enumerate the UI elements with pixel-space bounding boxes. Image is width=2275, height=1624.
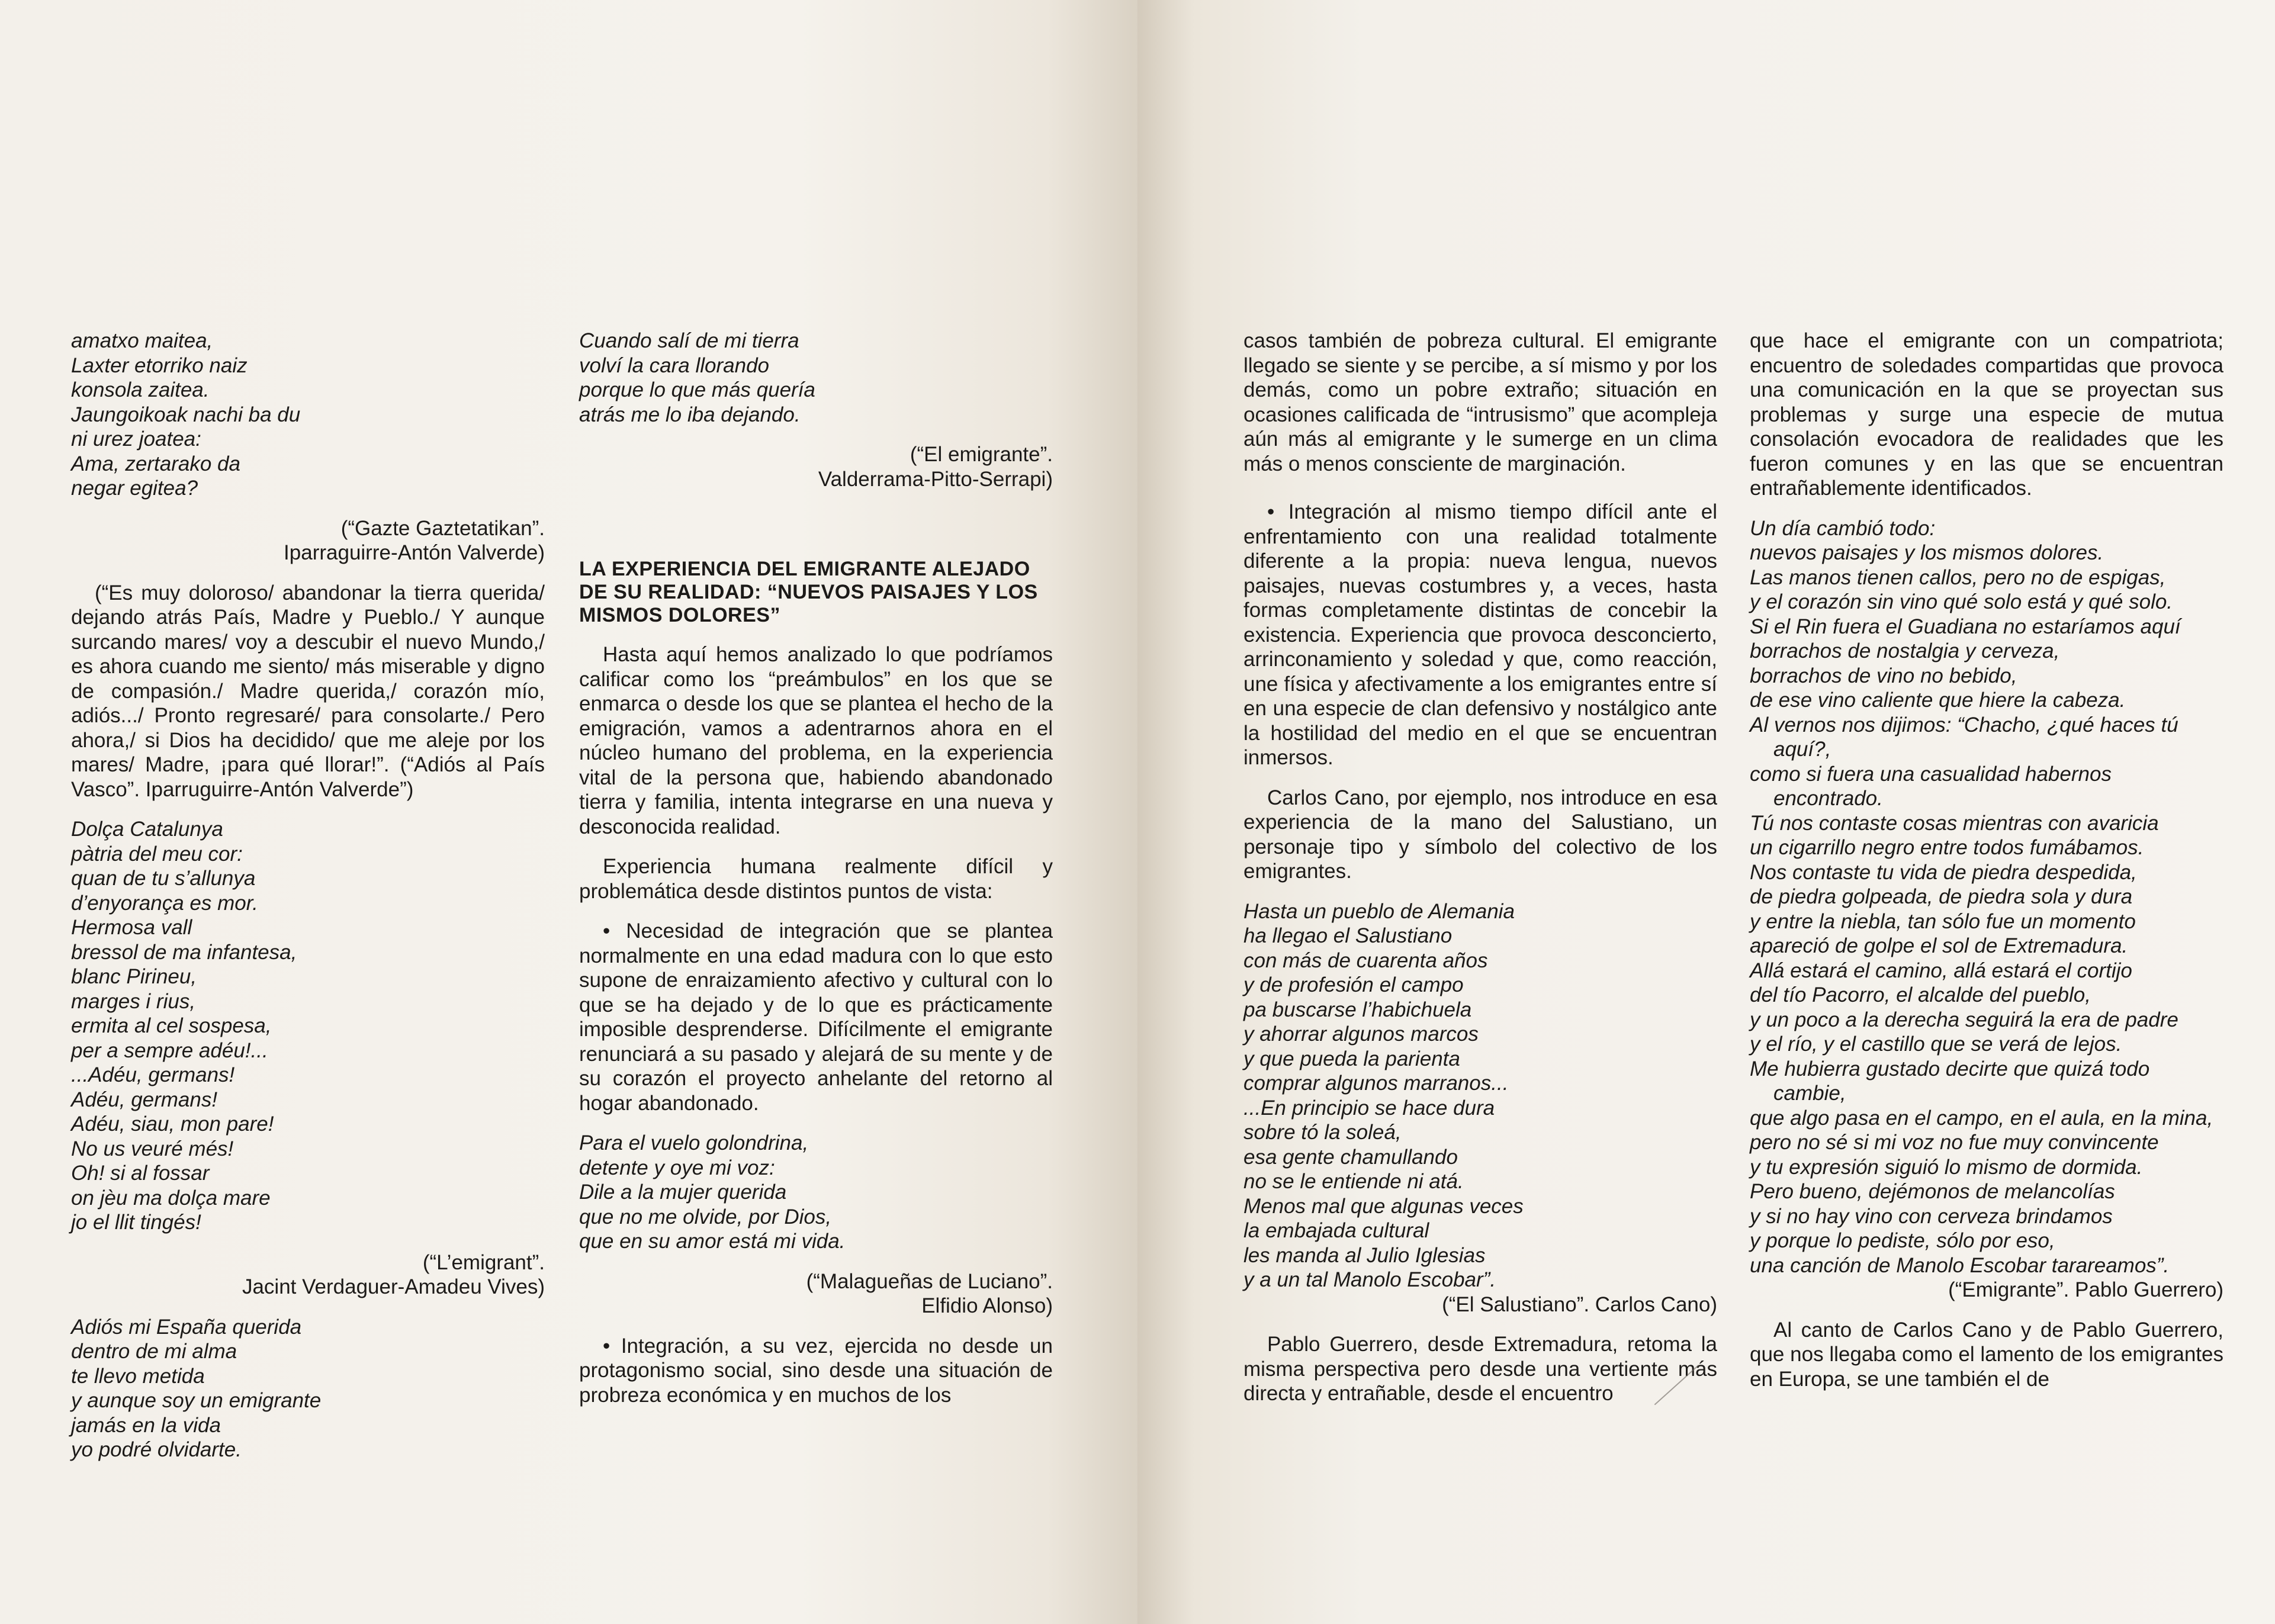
verse-line: bressol de ma infantesa, (71, 940, 297, 964)
verse-line: no se le entiende ni atá. (1243, 1170, 1464, 1193)
verse-line: y si no hay vino con cerveza brindamos (1750, 1204, 2113, 1228)
verse-line: Laxter etorriko naiz (71, 353, 248, 377)
basque-poem (71, 329, 545, 501)
body-paragraph: Al canto de Carlos Cano y de Pablo Guerrero, que nos llegaba como el lamento de los emigrantes en Europa, se une también el de (1750, 1318, 2223, 1391)
attribution: (“Malagueñas de Luciano”. (806, 1269, 1053, 1293)
verse-line: Me hubierra gustado decirte que quizá todo cambie, (1750, 1057, 2150, 1105)
translation-paragraph: (“Es muy doloroso/ abandonar la tierra querida/ dejando atrás País, Madre y Pueblo./ Y aunque surcando mares/ voy a descubir el nuevo Mundo,/ es ahora cuando me siento/ más miserable y digno de compasión./ Madre querida,/ corazón mío, adiós.../ Pronto regresaré/ para consolarte./ Pero ahora,/ si Dios ha decidido/ que me aleje por los mares/ Madre, ¡para qué llorar!”. (“Adiós al País Vasco”. Iparruguirre-Antón Valverde”) (71, 581, 545, 801)
verse-line: Jaungoikoak nachi ba du (71, 403, 301, 426)
verse-line: la embajada cultural (1243, 1219, 1429, 1242)
verse-line: Al vernos nos dijimos: “Chacho, ¿qué haces tú aquí?, (1750, 713, 2178, 761)
verse-line: y el río, y el castillo que se verá de lejos. (1750, 1033, 2122, 1056)
verse-line: y que pueda la parienta (1243, 1047, 1460, 1070)
verse-line: pero no sé si mi voz no fue muy convincente (1750, 1131, 2159, 1154)
verse-line: nuevos paisajes y los mismos dolores. (1750, 541, 2104, 564)
catalan-poem (71, 817, 545, 1235)
verse-line: te llevo metida (71, 1364, 205, 1388)
verse-line: del tío Pacorro, el alcalde del pueblo, (1750, 983, 2091, 1006)
right-page-column-2 (1750, 329, 2223, 1391)
body-paragraph: • Necesidad de integración que se plantea normalmente en una edad madura con lo que esto supone de enraizamiento afectivo y cultural con lo que se ha dejado y de lo que es prácticamente imposible desprenderse. Difícilmente el emigrante renunciará a su pasado y alejará de su mente y de su corazón el proyecto anhelante del retorno al hogar abandonado. (579, 919, 1053, 1115)
verse-line: Hermosa vall (71, 916, 192, 939)
right-page-column-1 (1243, 329, 1717, 1406)
left-page-column-2 (579, 329, 1053, 1407)
verse-line: de ese vino caliente que hiere la cabeza. (1750, 689, 2126, 712)
verse-line: Un día cambió todo: (1750, 516, 1936, 540)
verse-line: Adéu, germans! (71, 1088, 218, 1111)
body-paragraph: Hasta aquí hemos analizado lo que podríamos calificar como los “preámbulos” en los que se enmarca o desde los que se plantea el hecho de la emigración, vamos a adentrarnos ahora en el núcleo humano del problema, en la experiencia vital de la persona que, habiendo abandonado tierra y familia, intenta integrarse en una nueva y desconocida realidad. (579, 643, 1053, 838)
verse-line: Dile a la mujer querida (579, 1181, 787, 1204)
body-paragraph: • Integración al mismo tiempo difícil ante el enfrentamiento con una realidad totalmente diferente a la propia: nueva lengua, nuevos paisajes, nuevas costumbres y, a veces, hasta formas completamente distintas de concebir la existencia. Experiencia que provoca desconcierto, arrinconamiento y soledad y que, como reacción, une física y afectivamente a los emigrantes entre sí en una especie de clan defensivo y nostálgico ante la hostilidad del medio en el que se encuentran inmersos. (1243, 500, 1717, 770)
verse-line: ermita al cel sospesa, (71, 1014, 272, 1037)
attribution: Valderrama-Pitto-Serrapi) (818, 467, 1053, 491)
attribution: (“Emigrante”. Pablo Guerrero) (1948, 1278, 2223, 1301)
verse-line: que en su amor está mi vida. (579, 1230, 846, 1253)
verse-line: on jèu ma dolça mare (71, 1186, 271, 1210)
verse-line: blanc Pirineu, (71, 965, 197, 988)
attribution: (“El emigrante”. (910, 443, 1053, 466)
verse-line: d’enyorança es mor. (71, 891, 258, 915)
verse-line: de piedra golpeada, de piedra sola y dura (1750, 885, 2133, 908)
verse-line: atrás me lo iba dejando. (579, 403, 801, 426)
verse-line: y ahorrar algunos marcos (1243, 1022, 1479, 1046)
body-paragraph: • Integración, a su vez, ejercida no desde un protagonismo social, sino desde una situación de probreza económica y en muchos de los (579, 1334, 1053, 1408)
verse-line: Cuando salí de mi tierra (579, 329, 799, 352)
verse-line: borrachos de vino no bebido, (1750, 664, 2017, 687)
attribution: (“Gazte Gaztetatikan”. (340, 516, 545, 540)
verse-line: pa buscarse l’habichuela (1243, 998, 1472, 1021)
verse-line: jo el llit tingés! (71, 1211, 201, 1234)
verse-line: y de profesión el campo (1243, 973, 1464, 996)
verse-line: Tú nos contaste cosas mientras con avaricia (1750, 811, 2159, 835)
verse-line: ni urez joatea: (71, 427, 201, 451)
verse-line: Si el Rin fuera el Guadiana no estaríamos aquí (1750, 615, 2181, 638)
body-paragraph: que hace el emigrante con un compatriota; encuentro de soledades compartidas que provoca una comunicación en la que se proyectan sus problemas y surge una especie de mutua consolación evocadora de realidades que les fueron comunes y en las que se encuentran entrañablemente identificados. (1750, 329, 2223, 500)
verse-line: un cigarrillo negro entre todos fumábamos. (1750, 836, 2144, 859)
attribution: (“El Salustiano”. Carlos Cano) (1442, 1292, 1717, 1316)
verse-line: ...En principio se hace dura (1243, 1096, 1495, 1120)
verse-line: ...Adéu, germans! (71, 1063, 235, 1086)
verse-line: Menos mal que algunas veces (1243, 1194, 1524, 1218)
verse-line: y un poco a la derecha seguirá la era de padre (1750, 1008, 2178, 1031)
verse-line: per a sempre adéu!... (71, 1038, 268, 1062)
song-verse (579, 1131, 1053, 1254)
verse-line: que algo pasa en el campo, en el aula, en la mina, (1750, 1106, 2213, 1130)
verse-line: Ama, zertarako da (71, 452, 240, 475)
verse-line: ha llegao el Salustiano (1243, 924, 1453, 947)
verse-line: konsola zaitea. (71, 378, 210, 401)
verse-line: Oh! si al fossar (71, 1162, 210, 1185)
verse-line: detente y oye mi voz: (579, 1156, 775, 1179)
guerrero-lyrics (1750, 516, 2223, 1278)
section-heading: LA EXPERIENCIA DEL EMIGRANTE ALEJADO DE SU REALIDAD: “NUEVOS PAISAJES Y LOS MISMOS DOLORES” (579, 558, 1038, 626)
body-paragraph: Experiencia humana realmente difícil y problemática desde distintos puntos de vista: (579, 855, 1053, 903)
verse-line: Nos contaste tu vida de piedra despedida, (1750, 860, 2137, 884)
verse-line: Las manos tienen callos, pero no de espigas, (1750, 565, 2166, 589)
verse-line: y porque lo pediste, sólo por eso, (1750, 1229, 2055, 1252)
verse-line: con más de cuarenta años (1243, 948, 1488, 972)
verse-line: No us veuré més! (71, 1137, 234, 1160)
verse-line: les manda al Julio Iglesias (1243, 1243, 1486, 1267)
verse-line: volví la cara llorando (579, 353, 769, 377)
verse-line: y tu expresión siguió lo mismo de dormida. (1750, 1155, 2143, 1179)
verse-line: Pero bueno, dejémonos de melancolías (1750, 1180, 2115, 1203)
verse-line: porque lo que más quería (579, 378, 815, 401)
verse-line: dentro de mi alma (71, 1340, 237, 1363)
verse-line: marges i rius, (71, 989, 196, 1013)
verse-line: Dolça Catalunya (71, 818, 223, 841)
verse-line: y entre la niebla, tan sólo fue un momento (1750, 909, 2136, 933)
verse-line: y aunque soy un emigrante (71, 1389, 322, 1412)
verse-line: jamás en la vida (71, 1413, 221, 1437)
song-verse (579, 329, 1053, 427)
verse-line: yo podré olvidarte. (71, 1438, 242, 1461)
attribution: Iparraguirre-Antón Valverde) (284, 541, 545, 564)
attribution: Elfidio Alonso) (921, 1294, 1053, 1317)
verse-line: Allá estará el camino, allá estará el cortijo (1750, 959, 2132, 982)
verse-line: negar egitea? (71, 477, 198, 500)
verse-line: Hasta un pueblo de Alemania (1243, 899, 1515, 923)
verse-line: y a un tal Manolo Escobar”. (1243, 1268, 1496, 1291)
body-paragraph: Carlos Cano, por ejemplo, nos introduce en esa experiencia de la mano del Salustiano, un personaje tipo y símbolo del colectivo de los emigrantes. (1243, 786, 1717, 883)
verse-line: esa gente chamullando (1243, 1145, 1458, 1169)
verse-line: borrachos de nostalgia y cerveza, (1750, 639, 2060, 663)
body-paragraph: casos también de pobreza cultural. El emigrante llegado se siente y se percibe, a sí mismo y por los demás, como un pobre extraño; situación en ocasiones calificada de “intrusismo” que acompleja aún más al emigrante y le sumerge en un clima más o menos consciente de marginación. (1243, 329, 1717, 475)
verse-line: como si fuera una casualidad habernos encontrado. (1750, 762, 2112, 810)
salustiano-lyrics (1243, 899, 1717, 1292)
verse-line: Adiós mi España querida (71, 1315, 302, 1339)
verse-line: amatxo maitea, (71, 329, 213, 352)
left-page-column-1 (71, 329, 545, 1462)
attribution: Jacint Verdaguer-Amadeu Vives) (242, 1275, 545, 1298)
verse-line: apareció de golpe el sol de Extremadura. (1750, 934, 2128, 957)
verse-line: quan de tu s’allunya (71, 867, 256, 890)
verse-line: comprar algunos marranos... (1243, 1072, 1509, 1095)
body-paragraph: Pablo Guerrero, desde Extremadura, retoma la misma perspectiva pero desde una vertiente más directa y entrañable, desde el encuentro (1243, 1333, 1717, 1405)
verse-line: una canción de Manolo Escobar tarareamos”. (1750, 1253, 2170, 1277)
verse-line: Adéu, siau, mon pare! (71, 1112, 274, 1136)
verse-line: sobre tó la soleá, (1243, 1121, 1402, 1144)
verse-line: pàtria del meu cor: (71, 842, 243, 866)
spanish-poem (71, 1315, 545, 1462)
verse-line: que no me olvide, por Dios, (579, 1205, 832, 1229)
verse-line: y el corazón sin vino qué solo está y qué solo. (1750, 590, 2173, 613)
verse-line: Para el vuelo golondrina, (579, 1131, 809, 1155)
attribution: (“L’emigrant”. (422, 1250, 545, 1274)
